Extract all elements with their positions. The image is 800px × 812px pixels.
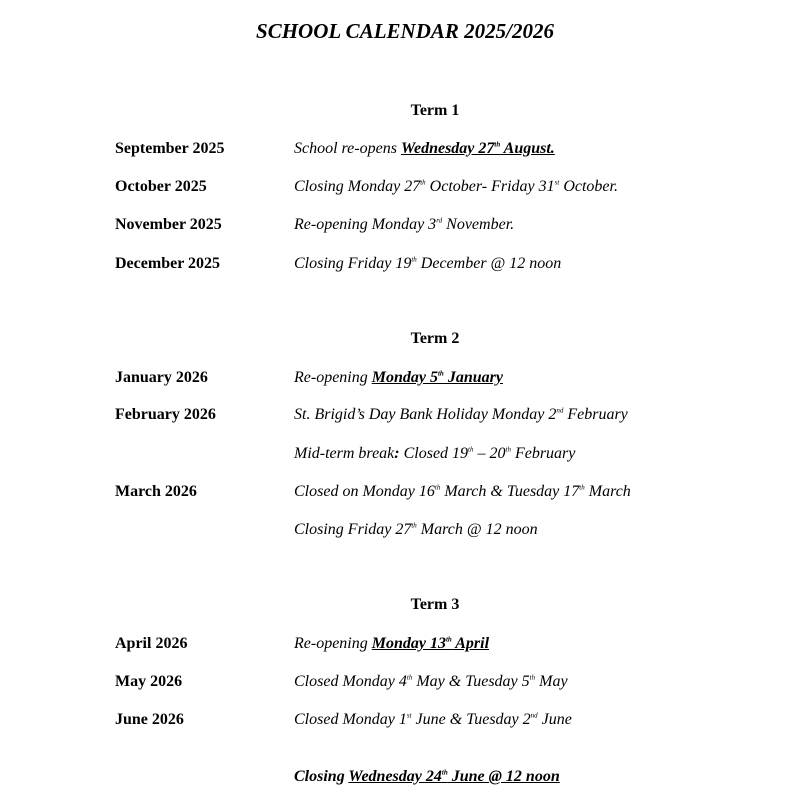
month-label: April 2026	[115, 635, 188, 652]
event-june-closed: Closed Monday 1st June & Tuesday 2nd June	[294, 711, 572, 728]
event-st-brigids-day: St. Brigid’s Day Bank Holiday Monday 2nd February	[294, 406, 628, 423]
month-label: March 2026	[115, 483, 197, 500]
month-label: January 2026	[115, 369, 208, 386]
term-3-heading: Term 3	[410, 596, 460, 613]
month-label: September 2025	[115, 140, 225, 157]
event-december-closing: Closing Friday 19th December @ 12 noon	[294, 255, 562, 272]
event-october-closing: Closing Monday 27th October- Friday 31st October.	[294, 178, 618, 195]
event-january-reopening: Re-opening Monday 5th January	[294, 369, 503, 386]
month-label: November 2025	[115, 216, 222, 233]
month-label: May 2026	[115, 673, 183, 690]
event-may-closed: Closed Monday 4th May & Tuesday 5th May	[294, 673, 568, 690]
event-march-closed: Closed on Monday 16th March & Tuesday 17th March	[294, 483, 631, 500]
month-label: October 2025	[115, 178, 207, 195]
month-label: December 2025	[115, 255, 220, 272]
event-final-closing: Closing Wednesday 24th June @ 12 noon	[294, 768, 560, 785]
month-label: February 2026	[115, 406, 216, 423]
term-1-heading: Term 1	[410, 102, 460, 119]
document-title: SCHOOL CALENDAR 2025/2026	[256, 19, 554, 43]
event-mid-term-break: Mid-term break: Closed 19th – 20th February	[294, 445, 576, 462]
event-november-reopening: Re-opening Monday 3rd November.	[294, 216, 515, 233]
event-april-reopening: Re-opening Monday 13th April	[294, 635, 490, 652]
month-label: June 2026	[115, 711, 184, 728]
event-march-closing: Closing Friday 27th March @ 12 noon	[294, 521, 538, 538]
event-school-reopens: School re-opens Wednesday 27th August.	[294, 140, 555, 157]
term-2-heading: Term 2	[410, 330, 460, 347]
